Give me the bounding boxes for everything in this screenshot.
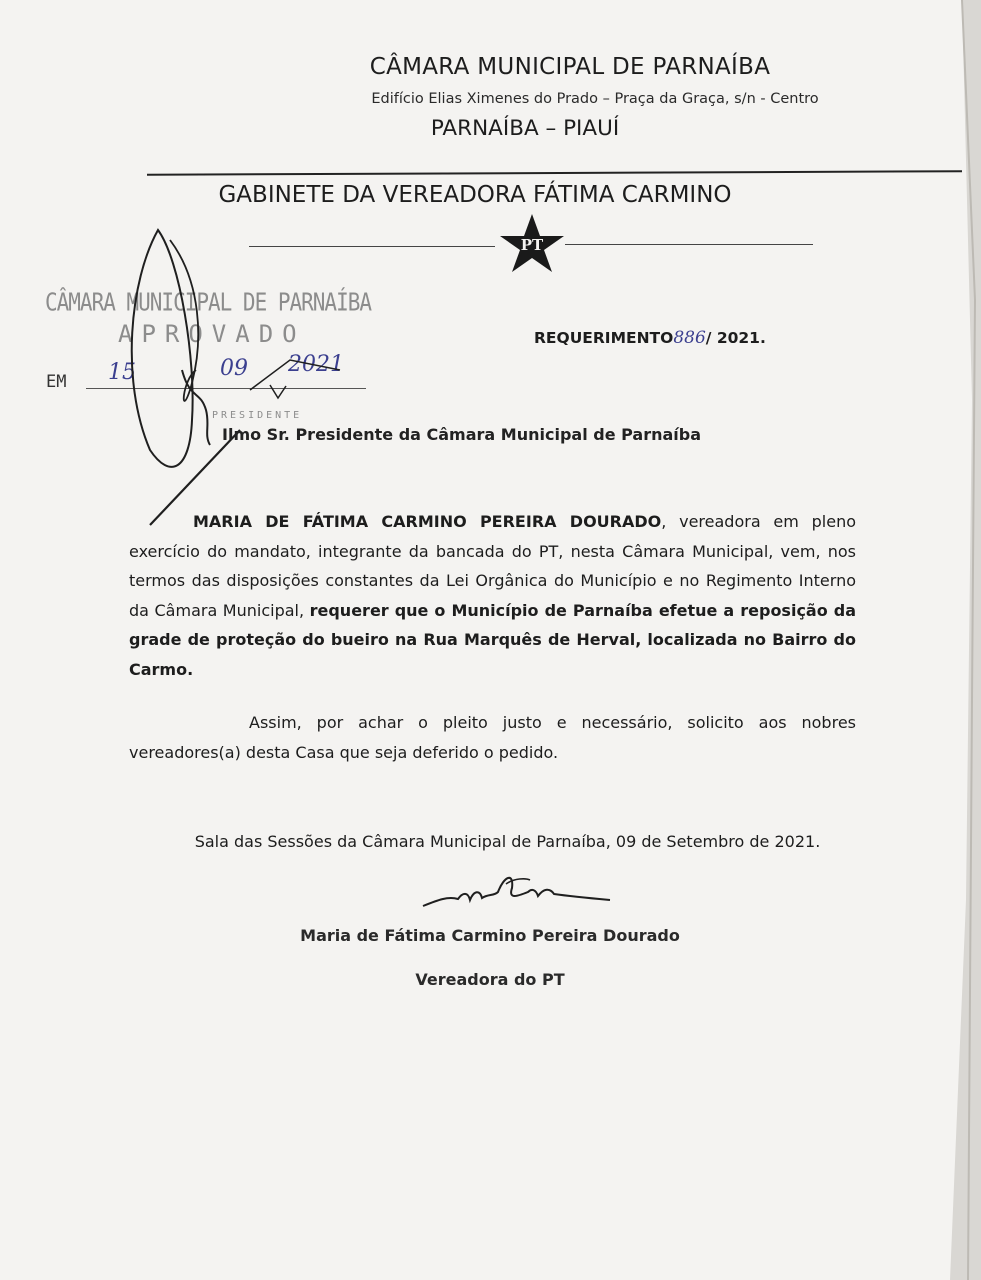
- stamp-status: APROVADO: [118, 320, 306, 348]
- stamp-year: 2021: [288, 352, 344, 377]
- pt-star-icon: [498, 212, 566, 274]
- stamp-day: 15: [108, 360, 136, 385]
- stamp-signer-role: PRESIDENTE: [212, 410, 303, 421]
- closing-paragraph: [129, 708, 856, 767]
- request-text: requerer que o Município de Parnaíba efetue a reposição da grade de proteção do bueiro na Rua Marquês de Herval, localizada no Bairro do Carmo.: [129, 600, 856, 679]
- stamp-org: CÂMARA MUNICIPAL DE PARNAÍBA: [45, 287, 372, 317]
- address-line: Edifício Elias Ximenes do Prado – Praça da Graça, s/n - Centro: [371, 91, 819, 107]
- closing-text: Assim, por achar o pleito justo e necessário, solicito aos nobres vereadores(a) desta Casa que seja deferido o pedido.: [129, 713, 856, 762]
- body-text: , vereadora em pleno exercício do mandato, integrante da bancada do PT, nesta Câmara Municipal, vem, nos termos das disposições constantes da Lei Orgânica do Município e no Regimento Interno da Câmara Municipal,: [129, 512, 856, 620]
- body-paragraph: [129, 507, 856, 684]
- requirement-number: [534, 328, 766, 348]
- signatory-role: Vereadora do PT: [415, 970, 565, 989]
- addressee-line: Ilmo Sr. Presidente da Câmara Municipal de Parnaíba: [222, 425, 702, 444]
- institution-heading: CÂMARA MUNICIPAL DE PARNAÍBA: [369, 54, 771, 80]
- logo-line-right: [565, 244, 813, 245]
- stamp-em-label: EM: [46, 372, 67, 392]
- office-title: GABINETE DA VEREADORA FÁTIMA CARMINO: [218, 182, 732, 208]
- councilwoman-signature-icon: [418, 866, 618, 916]
- stamp-month: 09: [220, 356, 248, 381]
- city-heading: PARNAÍBA – PIAUÍ: [430, 116, 620, 141]
- requester-name: MARIA DE FÁTIMA CARMINO PEREIRA DOURADO: [193, 512, 662, 531]
- requirement-prefix: REQUERIMENTO: [534, 329, 674, 347]
- requirement-suffix: / 2021.: [705, 329, 766, 347]
- requirement-handwritten-number: 886: [673, 328, 706, 348]
- place-date: Sala das Sessões da Câmara Municipal de Parnaíba, 09 de Setembro de 2021.: [194, 832, 821, 851]
- pt-logo-label: PT: [520, 236, 544, 254]
- signatory-name: Maria de Fátima Carmino Pereira Dourado: [300, 926, 680, 945]
- president-signature-icon: [110, 220, 410, 540]
